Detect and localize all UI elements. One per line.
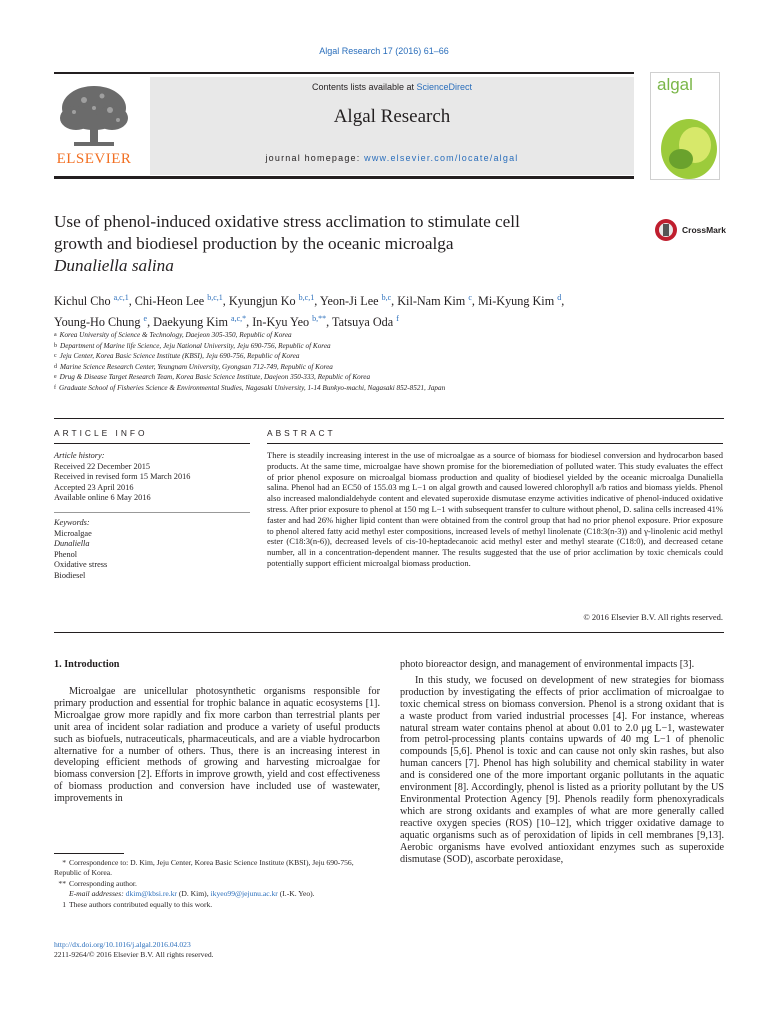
abstract-rule [267, 443, 723, 444]
keyword: Microalgae [54, 528, 92, 538]
affiliation: $^f$ Graduate School of Fisheries Science & Environmental Studies, Nagasaki University, 1-14 Bunkyo-machi, Nagasaki 852-8521, Japan [54, 383, 446, 392]
section-rule [54, 418, 724, 419]
author: Daekyung Kim $^{a,c,*}$, [153, 314, 253, 330]
crossmark-badge[interactable] [654, 218, 734, 244]
left-column [54, 686, 380, 805]
footnotes [54, 858, 380, 910]
author: Tatsuya Oda $^f$ [332, 314, 399, 330]
affiliation-list [54, 330, 654, 394]
section-heading: 1. Introduction [54, 659, 120, 670]
footnote: * Correspondence to: D. Kim, Jeju Center, Korea Basic Science Institute (KBSI), Jeju 690-756, Republic of Korea. [54, 858, 354, 878]
affiliation: $^e$ Drug & Disease Target Research Team, Korea Basic Science Institute, Daejeon 350-333, Republic of Korea [54, 373, 371, 382]
article-info-heading: ARTICLE INFO [54, 428, 148, 438]
homepage-link[interactable]: www.elsevier.com/locate/algal [364, 153, 519, 163]
paragraph: Microalgae are unicellular photosynthetic organisms responsible for primary production and essential for trophic balance in aquatic ecosystems [1]. Microalgae grow more rapidly and fix more carbon than terrestrial plants per unit area of incident solar radiation and produce a variety of useful products such as biofuels, nutraceuticals, pharmaceuticals, and are a viable hydrocarbon alternative for a number of others. Thus, there is an increasing interest in developing efficient methods of growing and harvesting microalgae for biomass conversion [2]. Efforts in improve growth, yield and cost effectiveness of biomass production and conversion have included use of wastewater, improvements in [54, 686, 380, 805]
crossmark-icon [654, 218, 678, 242]
abstract-copyright: © 2016 Elsevier B.V. All rights reserved. [583, 612, 723, 622]
footnote: 1 These authors contributed equally to this work. [62, 899, 213, 909]
keywords-rule [54, 512, 250, 513]
paragraph: In this study, we focused on development of new strategies for biomass production by investigating the effects of prior acclimation of microalgae to toxic chemical stress on biomass conversion. Phenol is a strong oxidant that is a waste product from varied industrial processes [4]. For instance, whereas natural stream water contains phenol at about 0.01 to 2.0 μg L−1, wastewater from petrol-processing plants contains upwards of 40 mg L−1 of phenolic compounds [5,6]. Phenol is toxic and can cause not only skin rashes, but also human cancers [7]. Phenol has high solubility and chemical stability in water and is considered one of the more important organic pollutants in the aquatic environment [8]. Accordingly, phenol is listed as a priority pollutant by the US Environmental Protection Agency [9]. Phenols readily form phenoxyradicals which are strong oxidants and examples of what are more generally called reactive oxygen species (ROS) [10–12], which trigger oxidative damage to aquatic organisms such as of peroxidation of lipids in cell membranes [9,13]. Aerobic organisms have evolved antioxidant enzymes such as superoxide dismutase (SOD), ascorbate peroxidase, [400, 674, 724, 865]
author: Young-Ho Chung $^e$, [54, 314, 154, 330]
cover-image [651, 103, 719, 179]
email-footnote: E-mail addresses: dkim@kbsi.re.kr (D. Kim), ikyeo99@jejunu.ac.kr (I.-K. Yeo). [69, 889, 315, 899]
cover-title: algal [657, 75, 693, 94]
issn-line: 2211-9264/© 2016 Elsevier B.V. All rights reserved. [54, 950, 214, 960]
title-line-2: growth and biodiesel production by the oceanic microalga [54, 234, 454, 253]
history-item: Received 22 December 2015 [54, 461, 151, 471]
history-item: Available online 6 May 2016 [54, 493, 151, 503]
header-rule-top [54, 72, 634, 74]
contents-prefix: Contents lists available at [311, 82, 417, 92]
keyword: Dunaliella [54, 539, 90, 549]
doi-link[interactable]: http://dx.doi.org/10.1016/j.algal.2016.04.023 [54, 940, 191, 949]
title-line-1: Use of phenol-induced oxidative stress acclimation to stimulate cell [54, 212, 520, 231]
elsevier-wordmark: ELSEVIER [56, 151, 132, 167]
right-column [400, 659, 724, 865]
keywords-label: Keywords: [54, 518, 90, 527]
contents-line [150, 82, 634, 92]
author: Mi-Kyung Kim $^d$, [478, 293, 565, 309]
article-history [54, 451, 250, 504]
journal-cover-thumbnail[interactable] [650, 72, 720, 180]
email-link[interactable]: dkim@kbsi.re.kr [125, 889, 177, 899]
history-label: Article history: [54, 451, 105, 460]
article-title [54, 211, 614, 277]
paragraph: photo bioreactor design, and management of environmental impacts [3]. [400, 659, 695, 670]
footnote: ** Corresponding author. [58, 878, 137, 888]
keyword: Biodiesel [54, 570, 86, 580]
author: Kichul Cho $^{a,c,1}$, [54, 293, 135, 309]
affiliation: $^c$ Jeju Center, Korea Basic Science Institute (KBSI), Jeju 690-756, Republic of Korea [54, 352, 300, 361]
history-item: Accepted 23 April 2016 [54, 482, 134, 492]
journal-title: Algal Research [333, 106, 451, 127]
article-info-rule [54, 443, 250, 444]
abstract-heading: ABSTRACT [267, 428, 336, 438]
author: Kil-Nam Kim $^c$, [397, 293, 478, 309]
crossmark-label: CrossMark [682, 225, 726, 235]
keyword: Phenol [54, 549, 78, 559]
journal-reference[interactable]: Algal Research 17 (2016) 61–66 [319, 46, 449, 56]
author: In-Kyu Yeo $^{b,**}$, [252, 314, 333, 330]
keywords [54, 518, 250, 582]
history-item: Received in revised form 15 March 2016 [54, 472, 191, 482]
title-line-3: Dunaliella salina [54, 256, 174, 275]
affiliation: $^b$ Department of Marine life Science, Jeju National University, Jeju 690-756, Republic of Korea [54, 341, 331, 350]
author-list [54, 289, 714, 331]
author: Yeon-Ji Lee $^{b,c}$, [319, 293, 398, 309]
keyword: Oxidative stress [54, 560, 108, 570]
header-rule-bottom [54, 176, 634, 179]
journal-homepage [150, 153, 634, 163]
email-link[interactable]: ikyeo99@jejunu.ac.kr [210, 889, 278, 899]
author: Chi-Heon Lee $^{b,c,1}$, [134, 293, 229, 309]
doi-block [54, 940, 380, 961]
sciencedirect-link[interactable]: ScienceDirect [416, 82, 473, 92]
affiliation: $^a$ Korea University of Science & Technology, Daejeon 305-350, Republic of Korea [54, 331, 292, 339]
homepage-prefix: journal homepage: [265, 153, 365, 163]
abstract-text: There is steadily increasing interest in the use of microalgae as a source of biomass for biodiesel conversion and hydrocarbon based products. At the same time, microalgae have shown promise for the bioremediation of polluted water. This study evaluates the effect of prior phenol exposure on microalgal biomass production and quality of biodiesel yielded by the oceanic microalga Dunaliella salina. Phenol had an EC50 of 155.03 mg L−1 on algal growth and caused lowered chlorophyll a/b ratios and biomass yields. Phenol also increased malondialdehyde content and elevated superoxide dismutase enzyme activities indicative of phenol-induced oxidative stress. After prior exposure to phenol at 150 mg L−1 with subsequent transfer to culture without phenol, D. salina cells increased 41% faster and had 26% higher lipid content than were obtained from the control group that had no prior phenol exposure. Prior exposure to phenol altered fatty acid methyl ester compositions, increased levels of methyl linolenate (C18:3(n-3)) and γ-linolenic acid methyl ester (C18:3(n-6)), decreased levels of cis-10-heptadecanoic acid methyl ester and methyl stearate (C18:0), and decreased cetane number, all in a concentration-dependent manner. The results suggested that the use of prior acclimation by toxic chemicals could potentially support efficient microalgal biomass production. [267, 450, 723, 568]
affiliation: $^d$ Marine Science Research Center, Yeungnam University, Gyongsan 712-749, Republic of Korea [54, 362, 333, 371]
author: Kyungjun Ko $^{b,c,1}$, [228, 293, 320, 309]
abstract-bottom-rule [54, 632, 724, 633]
footnote-rule [54, 853, 124, 854]
